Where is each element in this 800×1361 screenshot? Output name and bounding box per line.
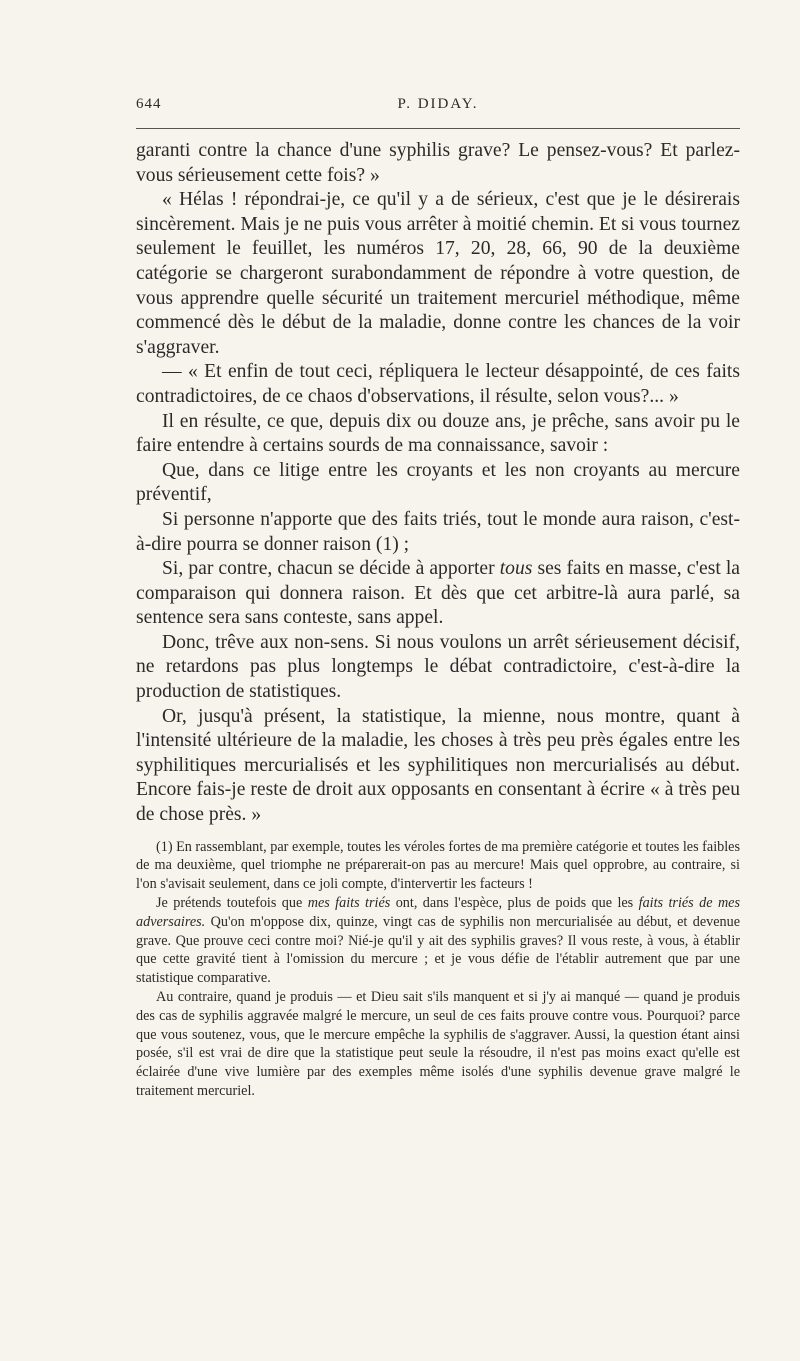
footnote: Au contraire, quand je produis — et Dieu sait s'ils manquent et si j'y ai manqué — quand je produis des cas de syphilis aggravée malgré le mercure, un seul de ces faits prouve contre vous. Pourquoi? parce que vous soutenez, vous, que le mercure empêche la syphilis de s'aggraver. Aussi, la question étant ainsi posée, s'il est vrai de dire que la statistique peut seule la résoudre, il n'est pas moins exact qu'elle est éclairée d'une vive lumière par des exemples même isolés d'une syphilis devenue grave malgré le traitement mercuriel. bbox=[136, 989, 740, 1099]
paragraph bbox=[136, 557, 740, 631]
paragraph: — « Et enfin de tout ceci, répliquera le lecteur désappointé, de ces faits contradictoires, de ce chaos d'observations, il résulte, selon vous?... » bbox=[136, 361, 740, 407]
paragraph: Si personne n'apporte que des faits triés, tout le monde aura raison, c'est-à-dire pourra se donner raison (1) ; bbox=[136, 508, 740, 555]
paragraph: Il en résulte, ce que, depuis dix ou douze ans, je prêche, sans avoir pu le faire entendre à certains sourds de ma connaissance, savoir : bbox=[136, 410, 740, 457]
italic-segment: mes faits triés bbox=[307, 895, 391, 912]
page-number: 644 bbox=[136, 96, 162, 112]
paragraph: Que, dans ce litige entre les croyants et les non croyants au mercure préventif, bbox=[136, 459, 740, 506]
paragraph: « Hélas ! répondrai-je, ce qu'il y a de sérieux, c'est que je le désirerais sincèrement. Mais je ne puis vous arrêter à moitié chemin. Et si vous tournez seulement le feuillet, les numéros 17, 20, 28, 66, 90 de la deuxième catégorie se chargeront surabondamment de répondre à votre question, de vous apprendre quelle sécurité un traitement mercuriel méthodique, même commencé dès le début de la maladie, donne contre les chances de la voir s'aggraver. bbox=[136, 189, 740, 358]
paragraph: garanti contre la chance d'une syphilis grave? Le pensez-vous? Et parlez-vous sérieusement cette fois? » bbox=[136, 140, 740, 186]
text-segment: ses faits en masse, c'est la comparaison qui donnera raison. Et dès que cet arbitre-là aura parlé, sa sentence sera sans conteste, sans appel. bbox=[136, 558, 741, 629]
running-head-author: P. DIDAY. bbox=[397, 96, 479, 112]
paragraph: Donc, trêve aux non-sens. Si nous voulons un arrêt sérieusement décisif, ne retardons pas plus longtemps le débat contradictoire, c'est-à-dire la production de statistiques. bbox=[136, 631, 740, 703]
footnote: (1) En rassemblant, par exemple, toutes les véroles fortes de ma première catégorie et toutes les faibles de ma deuxième, quel triomphe ne préparerait-on pas au mercure! Mais quel opprobre, au contraire, si l'on s'avisait seulement, dans ce joli compte, d'intervertir les facteurs ! bbox=[136, 838, 740, 893]
footnote bbox=[136, 894, 740, 988]
footnotes bbox=[136, 838, 740, 1101]
text-segment: Qu'on m'oppose dix, quinze, vingt cas de syphilis non mercurialisée au début, et devenue grave. Que prouve ceci contre moi? Nié-je qu'il y ait des syphilis graves? Il vous reste, à vous, à établir que cette gravité tient à l'omission du mercure ; et je vous défie de l'établir autrement que par une statistique comparative. bbox=[136, 913, 740, 987]
text-segment: ont, dans l'espèce, plus de poids que les bbox=[390, 895, 639, 912]
text-segment: Je prétends toutefois que bbox=[156, 895, 308, 912]
text-segment: Si, par contre, chacun se décide à apporter bbox=[162, 558, 500, 580]
italic-segment: tous bbox=[499, 558, 533, 580]
header-rule bbox=[136, 128, 740, 129]
running-head bbox=[136, 96, 740, 120]
paragraph: Or, jusqu'à présent, la statistique, la mienne, nous montre, quant à l'intensité ultérieure de la maladie, les choses à très peu près égales entre les syphilitiques mercurialisés et les syphilitiques non mercurialisés au début. Encore fais-je reste de droit aux opposants en consentant à écrire « à très peu de chose près. » bbox=[136, 705, 740, 826]
italic-segment: faits triés de mes adversaires. bbox=[136, 895, 741, 930]
main-text bbox=[136, 139, 740, 828]
